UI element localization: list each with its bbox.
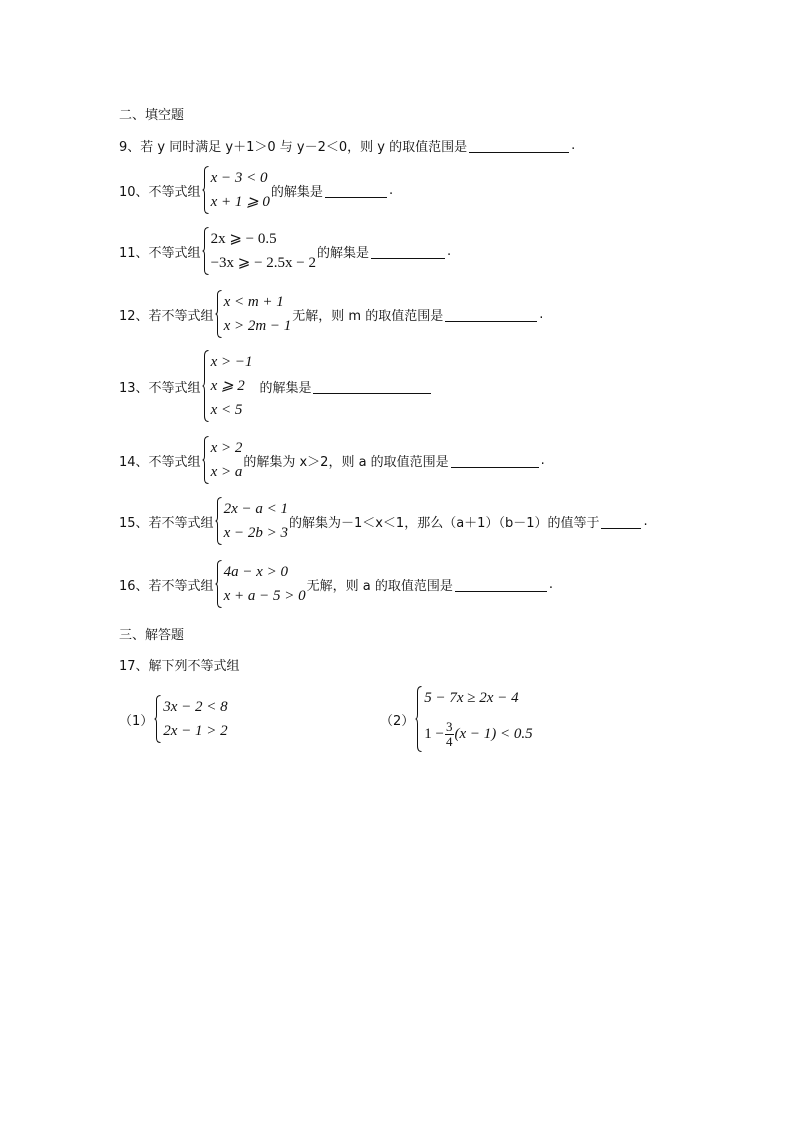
question-text-post: 无解，则 m 的取值范围是 [292,308,444,324]
question-number: 16、 [119,578,149,594]
question-17-part-1 [119,695,229,743]
question-text: 解下列不等式组 [148,659,240,674]
question-text-post: 的解集为－1＜x＜1，那么（a＋1）（b－1）的值等于 [288,515,600,531]
question-text-pre: 若不等式组 [148,515,214,531]
inequality-system [154,695,227,743]
system-row: 4a − x > 0 [223,564,288,580]
fraction-numerator: 3 [446,718,453,734]
left-brace-icon [215,497,222,545]
question-16 [119,560,553,608]
fraction [445,720,454,749]
question-9 [119,136,575,155]
system-row-fraction [424,716,532,752]
question-end: . [571,138,576,153]
question-number: 12、 [119,308,149,324]
inequality-system [202,350,253,422]
answer-blank[interactable] [451,453,539,468]
part-label: （2） [380,713,415,729]
question-end: . [388,182,394,198]
system-row: x > 2m − 1 [223,318,292,334]
question-number: 14、 [119,454,149,470]
section-title-answer: 三、解答题 [119,628,185,643]
system-row: x < 5 [210,402,243,418]
question-text-pre: 不等式组 [148,454,201,470]
question-number: 13、 [119,380,149,396]
question-text-pre: 若不等式组 [148,308,214,324]
question-10 [119,166,393,214]
section-title-fill-in: 二、填空题 [119,108,185,123]
inequality-system [215,497,288,545]
inequality-system [415,686,532,752]
system-row: 2x − 1 > 2 [163,723,228,739]
question-end: . [548,576,553,592]
answer-blank[interactable] [325,183,387,198]
inequality-system [215,290,292,338]
inequality-system [215,560,306,608]
question-number: 15、 [119,515,149,531]
row-prefix: 1 − [424,726,444,742]
question-end: . [643,513,648,529]
question-end: . [540,452,545,468]
question-text-pre: 不等式组 [148,245,201,261]
system-row: x ⩾ 2 [210,378,245,394]
system-row: x < m + 1 [223,294,284,310]
fraction-denominator: 4 [446,733,453,749]
left-brace-icon [215,560,222,608]
question-text-post: 的解集为 x＞2，则 a 的取值范围是 [243,454,449,470]
question-text-post: 的解集是 [270,184,323,200]
system-row: −3x ⩾ − 2.5x − 2 [210,255,317,271]
answer-blank[interactable] [313,379,431,394]
question-text-pre: 不等式组 [148,380,201,396]
question-text-post: 无解，则 a 的取值范围是 [306,578,453,594]
answer-blank[interactable] [469,138,569,153]
left-brace-icon [202,436,209,484]
inequality-system [202,436,243,484]
system-row: 2x ⩾ − 0.5 [210,231,277,247]
question-end: . [447,243,452,259]
left-brace-icon [202,350,209,422]
question-text-pre: 若不等式组 [148,578,214,594]
left-brace-icon [202,166,209,214]
question-text-post: 的解集是 [259,380,312,396]
question-12 [119,290,543,338]
part-label: （1） [119,713,154,729]
inequality-system [202,227,316,275]
question-text-pre: 不等式组 [148,184,201,200]
system-row: x > a [210,464,243,480]
question-number: 10、 [119,184,149,200]
answer-blank[interactable] [601,514,641,529]
answer-blank[interactable] [371,244,445,259]
question-text-post: 的解集是 [317,245,370,261]
system-row: 5 − 7x ≥ 2x − 4 [424,690,519,706]
left-brace-icon [202,227,209,275]
question-13 [119,350,433,422]
question-number: 17、 [119,659,149,674]
system-row: x − 2b > 3 [223,525,288,541]
system-row: x > 2 [210,440,243,456]
system-row: x > −1 [210,354,253,370]
question-14 [119,436,545,484]
system-row: 3x − 2 < 8 [163,699,228,715]
question-17 [119,655,240,674]
question-text: 若 y 同时满足 y＋1＞0 与 y－2＜0，则 y 的取值范围是 [140,140,468,155]
system-row: 2x − a < 1 [223,501,288,517]
system-row: x − 3 < 0 [210,170,268,186]
left-brace-icon [154,695,161,743]
question-17-part-2 [380,686,534,752]
row-suffix: (x − 1) < 0.5 [454,726,533,742]
answer-blank[interactable] [445,307,537,322]
system-row: x + 1 ⩾ 0 [210,194,270,210]
question-number: 11、 [119,245,149,261]
question-11 [119,227,451,275]
left-brace-icon [215,290,222,338]
inequality-system [202,166,270,214]
question-end: . [539,306,544,322]
answer-blank[interactable] [455,577,547,592]
question-number: 9、 [119,140,141,155]
system-row: x + a − 5 > 0 [223,588,306,604]
left-brace-icon [415,686,422,752]
question-15 [119,497,648,545]
